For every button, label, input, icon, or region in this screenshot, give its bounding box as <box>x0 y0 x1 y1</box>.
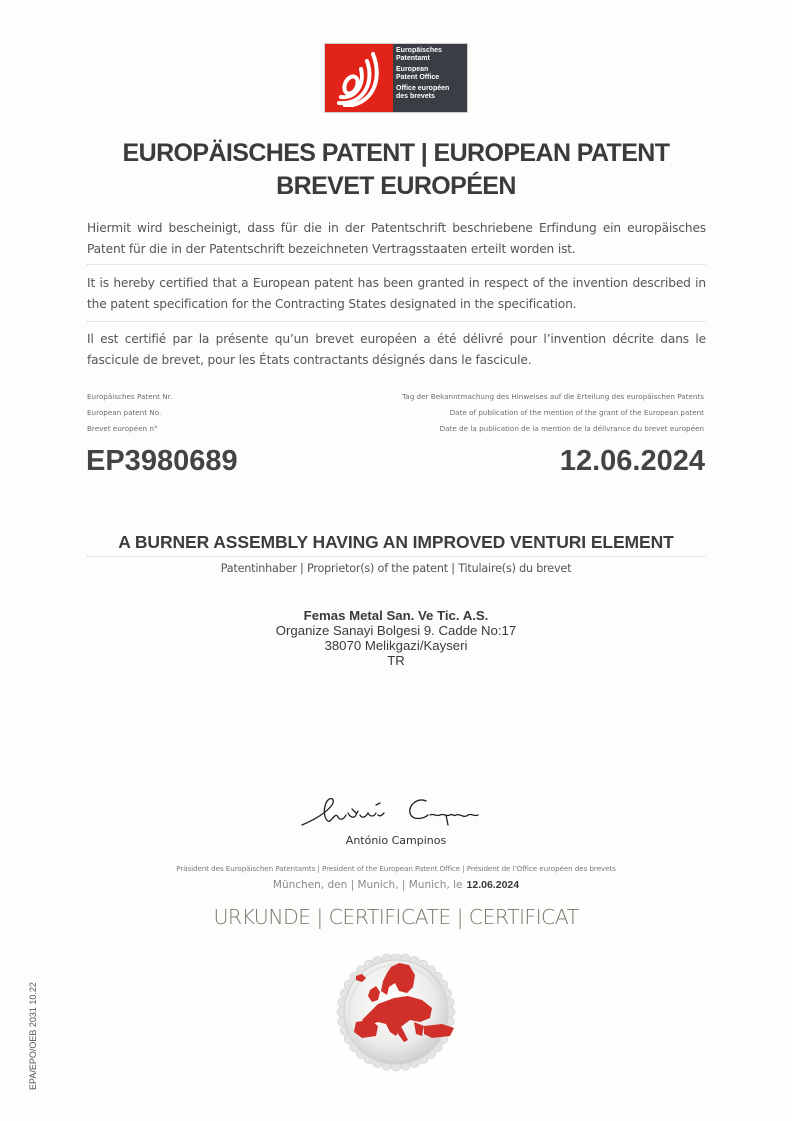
certification-text-fr: Il est certifié par la présente qu’un brevet européen a été délivré pour l’invention décrite dans le fascicule de brevet, pour les États contractants désignés dans le fascicule. <box>87 332 706 367</box>
patent-number-label-de: Europäisches Patent Nr. <box>87 392 173 401</box>
signatory-name: António Campinos <box>345 834 447 847</box>
signatory-role: Präsident des Europäischen Patentamts | President of the European Patent Office | Président de l’Office européen des brevets <box>176 864 616 873</box>
patent-number-label-en: European patent No. <box>87 408 162 417</box>
proprietor-address-line: 38070 Melikgazi/Kayseri <box>324 638 468 653</box>
divider <box>87 264 706 265</box>
publication-date-label-fr: Date de la publication de la mention de la délivrance du brevet européen <box>439 424 704 433</box>
invention-title: A BURNER ASSEMBLY HAVING AN IMPROVED VENTURI ELEMENT <box>118 532 674 552</box>
publication-date-labels <box>402 389 704 437</box>
proprietor-name: Femas Metal San. Ve Tic. A.S. <box>303 608 489 623</box>
form-code: EPA/EPO/OEB 2031 10.22 <box>28 982 38 1090</box>
proprietor-address-line: Organize Sanayi Bolgesi 9. Cadde No:17 <box>275 623 517 638</box>
certification-text-en: It is hereby certified that a European patent has been granted in respect of the invention described in the patent specification for the Contracting States designated in the specification. <box>87 276 706 311</box>
epo-logo <box>324 43 468 113</box>
patent-number-label-fr: Brevet européen n° <box>87 424 158 433</box>
document-title-line2: BREVET EUROPÉEN <box>276 172 516 200</box>
patent-number-labels <box>87 389 172 437</box>
proprietor-address-line: TR <box>387 653 405 668</box>
document-title-line1: EUROPÄISCHES PATENT | EUROPEAN PATENT <box>122 139 670 167</box>
epo-logo-text: Europäisches Patentamt European Patent Office Office européen des brevets <box>393 44 467 112</box>
signature-date: 12.06.2024 <box>466 879 520 891</box>
epo-arcs-icon <box>325 44 393 112</box>
publication-date-label-en: Date of publication of the mention of the grant of the European patent <box>449 408 704 417</box>
proprietor-block <box>0 608 792 668</box>
certification-text-de: Hiermit wird bescheinigt, dass für die in der Patentschrift beschriebene Erfindung ein europäisches Patent für die in der Patentschrift bezeichneten Vertragsstaaten erteilt worden ist. <box>87 221 706 256</box>
certificate-label: URKUNDE | CERTIFICATE | CERTIFICAT <box>213 905 579 929</box>
publication-date: 12.06.2024 <box>559 445 705 477</box>
signature-icon <box>296 785 486 835</box>
place-and-date <box>0 879 792 891</box>
place-text: München, den | Munich, | Munich, le <box>272 879 463 891</box>
patent-number: EP3980689 <box>86 445 238 477</box>
divider <box>87 321 706 322</box>
proprietor-label: Patentinhaber | Proprietor(s) of the patent | Titulaire(s) du brevet <box>220 562 572 575</box>
publication-date-label-de: Tag der Bekanntmachung des Hinweises auf die Erteilung des europäischen Patents <box>402 392 704 401</box>
europe-map-seal-icon <box>326 954 466 1074</box>
divider <box>87 556 706 557</box>
